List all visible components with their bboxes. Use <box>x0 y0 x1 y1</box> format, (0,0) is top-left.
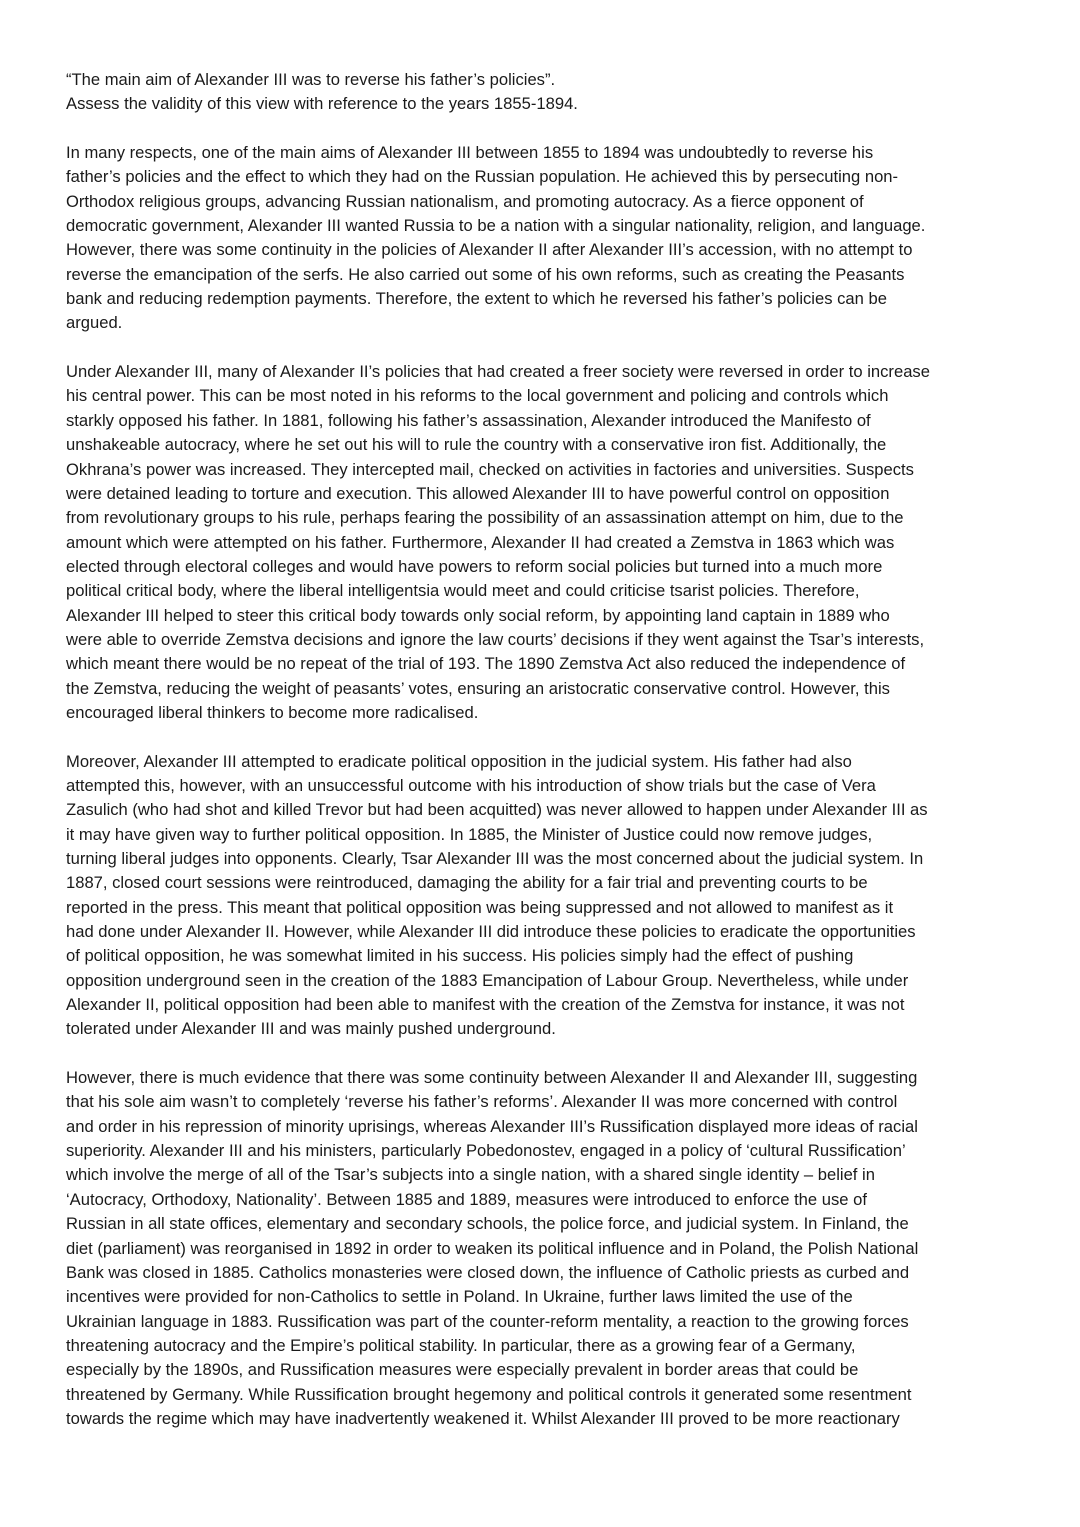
paragraph-line: of political opposition, he was somewhat limited in his success. His policies simply had the effect of pushing <box>66 946 854 966</box>
paragraph-line: had done under Alexander II. However, while Alexander III did introduce these policies to eradicate the opportunities <box>66 922 916 942</box>
paragraph-line: the Zemstva, reducing the weight of peasants’ votes, ensuring an aristocratic conservative control. However, this <box>66 678 890 698</box>
paragraph-line: Okhrana’s power was increased. They intercepted mail, checked on activities in factories and universities. Suspects <box>66 459 914 479</box>
paragraph-line: his central power. This can be most noted in his reforms to the local government and policing and controls which <box>66 386 889 406</box>
paragraph-line: Bank was closed in 1885. Catholics monasteries were closed down, the influence of Catholic priests as curbed and <box>66 1262 910 1282</box>
paragraph-line: democratic government, Alexander III wanted Russia to be a nation with a singular nationality, religion, and language. <box>66 216 926 236</box>
paragraph-line: Russian in all state offices, elementary and secondary schools, the police force, and judicial system. In Finland, the <box>66 1214 909 1234</box>
paragraph-line: starkly opposed his father. In 1881, following his father’s assassination, Alexander introduced the Manifesto of <box>66 410 871 430</box>
paragraph-line: were able to override Zemstva decisions and ignore the law courts’ decisions if they went against the Tsar’s interests, <box>66 629 925 649</box>
question-line: Assess the validity of this view with reference to the years 1855-1894. <box>66 94 578 114</box>
paragraph-line: political critical body, where the liberal intelligentsia would meet and could criticise tsarist policies. Therefore, <box>66 581 860 601</box>
paragraph-line: Moreover, Alexander III attempted to eradicate political opposition in the judicial system. His father had also <box>66 751 852 771</box>
paragraph-line: attempted this, however, with an unsuccessful outcome with his introduction of show trials but the case of Vera <box>66 775 876 795</box>
essay-paragraph <box>66 360 1046 725</box>
paragraph-line: superiority. Alexander III and his ministers, particularly Pobedonostev, engaged in a policy of ‘cultural Russification’ <box>66 1141 906 1161</box>
paragraph-line: However, there is much evidence that there was some continuity between Alexander II and Alexander III, suggesting <box>66 1068 918 1088</box>
paragraph-line: Orthodox religious groups, advancing Russian nationalism, and promoting autocracy. As a fierce opponent of <box>66 191 864 211</box>
paragraph-line: ‘Autocracy, Orthodoxy, Nationality’. Between 1885 and 1889, measures were introduced to enforce the use of <box>66 1189 867 1209</box>
paragraph-line: Under Alexander III, many of Alexander II’s policies that had created a freer society were reversed in order to increase <box>66 362 930 382</box>
essay-paragraph <box>66 141 1046 336</box>
essay-question <box>66 68 1046 117</box>
essay-page <box>66 68 1046 1456</box>
paragraph-line: Zasulich (who had shot and killed Trevor but had been acquitted) was never allowed to happen under Alexander III as <box>66 800 928 820</box>
paragraph-line: 1887, closed court sessions were reintroduced, damaging the ability for a fair trial and preventing courts to be <box>66 873 868 893</box>
paragraph-line: threatened by Germany. While Russification brought hegemony and political controls it generated some resentment <box>66 1384 912 1404</box>
paragraph-line: which meant there would be no repeat of the trial of 193. The 1890 Zemstva Act also reduced the independence of <box>66 654 906 674</box>
paragraph-line: However, there was some continuity in the policies of Alexander II after Alexander III’s accession, with no attempt to <box>66 240 913 260</box>
paragraph-line: turning liberal judges into opponents. Clearly, Tsar Alexander III was the most concerned about the judicial system. In <box>66 849 924 868</box>
paragraph-line: threatening autocracy and the Empire’s political stability. In particular, there as a growing fear of a Germany, <box>66 1335 856 1355</box>
paragraph-line: and order in his repression of minority uprisings, whereas Alexander III’s Russification displayed more ideas of racial <box>66 1116 918 1136</box>
paragraph-line: encouraged liberal thinkers to become more radicalised. <box>66 702 479 722</box>
paragraph-line: incentives were provided for non-Catholics to settle in Poland. In Ukraine, further laws limited the use of the <box>66 1287 853 1307</box>
question-line: “The main aim of Alexander III was to reverse his father’s policies”. <box>66 70 556 89</box>
paragraph-line: In many respects, one of the main aims of Alexander III between 1855 to 1894 was undoubtedly to reverse his <box>66 143 874 163</box>
paragraph-line: diet (parliament) was reorganised in 1892 in order to weaken its political influence and in Poland, the Polish National <box>66 1238 919 1258</box>
paragraph-line: argued. <box>66 313 123 333</box>
paragraph-line: Alexander II, political opposition had been able to manifest with the creation of the Zemstva for instance, it was not <box>66 995 905 1015</box>
paragraph-line: from revolutionary groups to his rule, perhaps fearing the possibility of an assassination attempt on him, due to the <box>66 508 904 528</box>
paragraph-line: father’s policies and the effect to which they had on the Russian population. He achieved this by persecuting non- <box>66 167 899 187</box>
essay-paragraph <box>66 1066 1046 1431</box>
paragraph-line: towards the regime which may have inadvertently weakened it. Whilst Alexander III proved to be more reactionary <box>66 1408 900 1428</box>
paragraph-line: it may have given way to further political opposition. In 1885, the Minister of Justice could now remove judges, <box>66 824 873 844</box>
essay-paragraph <box>66 750 1046 1042</box>
paragraph-line: Ukrainian language in 1883. Russification was part of the counter-reform mentality, a reaction to the growing forces <box>66 1311 909 1331</box>
paragraph-line: opposition underground seen in the creation of the 1883 Emancipation of Labour Group. Nevertheless, while under <box>66 970 909 990</box>
paragraph-line: bank and reducing redemption payments. Therefore, the extent to which he reversed his father’s policies can be <box>66 289 887 309</box>
paragraph-line: that his sole aim wasn’t to completely ‘reverse his father’s reforms’. Alexander II was more concerned with control <box>66 1092 898 1112</box>
paragraph-line: which involve the merge of all of the Tsar’s subjects into a single nation, with a shared single identity – belief in <box>66 1165 875 1185</box>
paragraph-line: reported in the press. This meant that political opposition was being suppressed and not allowed to manifest as it <box>66 897 894 917</box>
paragraph-line: Alexander III helped to steer this critical body towards only social reform, by appointing land captain in 1889 who <box>66 605 890 625</box>
paragraph-line: especially by the 1890s, and Russification measures were especially prevalent in border areas that could be <box>66 1360 859 1380</box>
paragraph-line: amount which were attempted on his father. Furthermore, Alexander II had created a Zemstva in 1863 which was <box>66 532 895 552</box>
paragraph-line: were detained leading to torture and execution. This allowed Alexander III to have powerful control on opposition <box>66 483 890 503</box>
paragraph-line: unshakeable autocracy, where he set out his will to rule the country with a conservative iron fist. Additionally, the <box>66 435 887 455</box>
paragraph-line: elected through electoral colleges and would have powers to reform social policies but turned into a much more <box>66 556 883 576</box>
paragraph-line: tolerated under Alexander III and was mainly pushed underground. <box>66 1019 556 1039</box>
paragraph-line: reverse the emancipation of the serfs. He also carried out some of his own reforms, such as creating the Peasants <box>66 264 905 284</box>
